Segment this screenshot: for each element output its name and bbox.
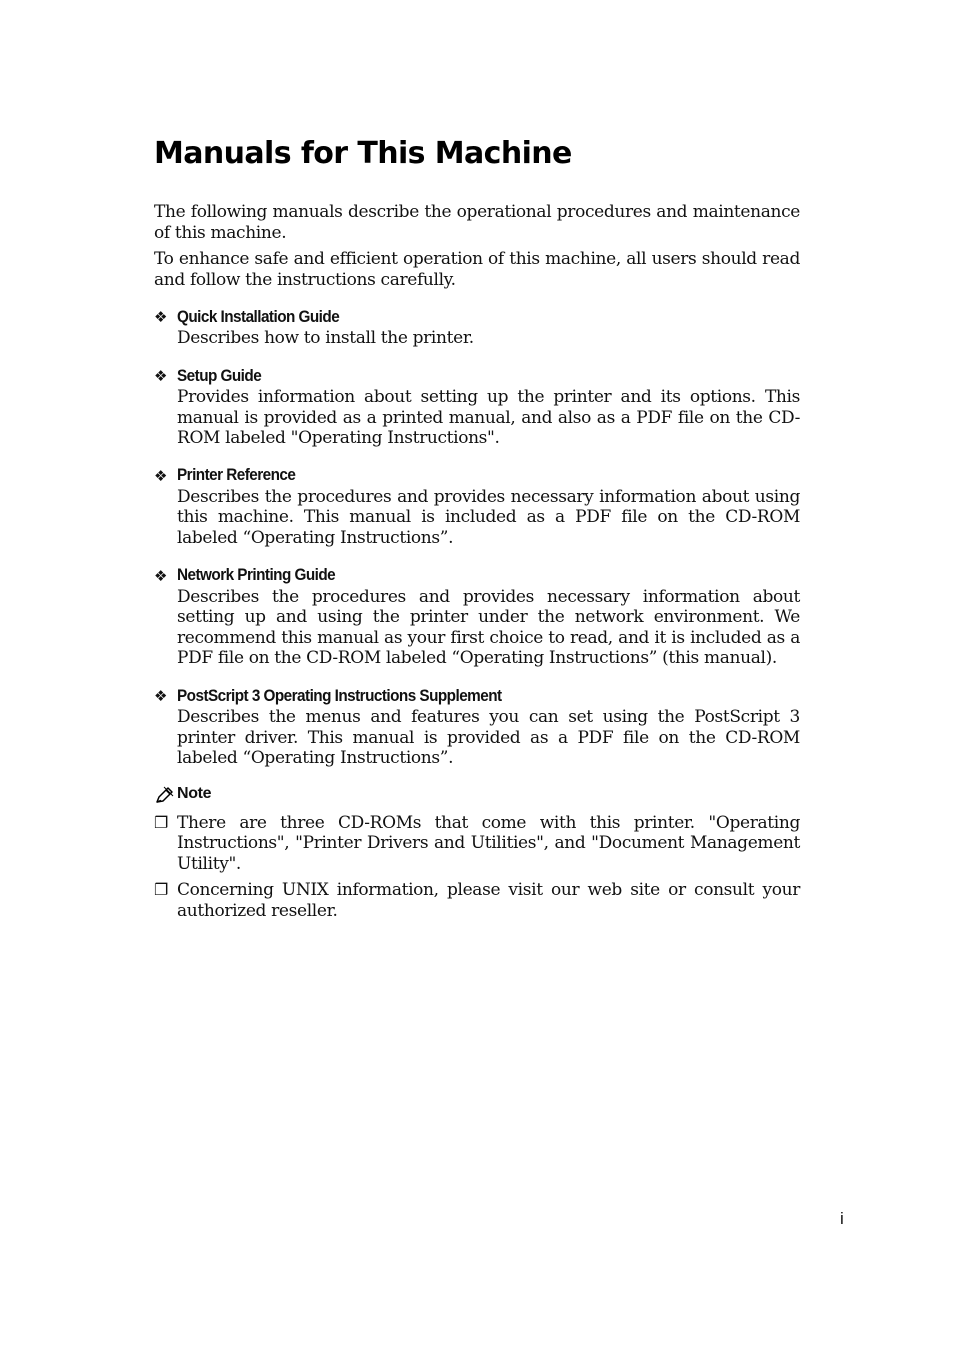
page-title: Manuals for This Machine [154,136,572,171]
diamond-icon: ❖ [154,366,168,385]
manual-heading [154,685,800,707]
checkbox-icon: ❐ [154,812,168,832]
page-number: i [840,1209,844,1228]
manual-title: Printer Reference [177,465,296,485]
manual-entry-postscript-supplement [154,685,800,769]
manual-description: Describes the procedures and provides necessary information about using this machine. This manual is included as a PDF file on the CD-ROM labeled “Operating Instructions”. [177,486,800,548]
manual-title: Quick Installation Guide [177,307,340,327]
checkbox-icon: ❐ [154,880,168,900]
pencil-icon [154,785,177,805]
manual-heading [154,306,800,328]
manual-title: Setup Guide [177,365,262,385]
note-text: Concerning UNIX information, please visit our web site or consult your authorized reseller. [177,880,800,922]
manual-description: Provides information about setting up the printer and its options. This manual is provided as a printed manual, and also as a PDF file on the CD-ROM labeled "Operating Instructions". [177,386,800,449]
manual-heading [154,565,800,587]
diamond-icon: ❖ [154,308,168,327]
intro-paragraph: The following manuals describe the operational procedures and maintenance of this machine. [154,202,800,243]
note-item [154,880,800,921]
manual-entry-setup-guide [154,365,800,449]
manual-entry-printer-reference [154,465,800,549]
intro-paragraph: To enhance safe and efficient operation of this machine, all users should read and follow the instructions carefully. [154,249,800,290]
diamond-icon: ❖ [154,466,168,485]
manual-heading [154,465,800,487]
note-heading [154,783,800,807]
manual-entry-quick-installation-guide [154,306,800,349]
manual-description: Describes the procedures and provides necessary information about setting up and using the printer under the network environment. We recommend this manual as your first choice to read, and it is included as a PDF file on the CD-ROM labeled “Operating Instructions” (this manual). [177,586,800,669]
note-label: Note [177,785,212,803]
page-content [154,202,800,922]
manual-entry-network-printing-guide [154,565,800,669]
diamond-icon: ❖ [154,686,168,705]
manual-description: Describes the menus and features you can set using the PostScript 3 printer driver. This manual is provided as a PDF file on the CD-ROM labeled “Operating Instructions”. [177,706,800,769]
note-section [154,783,800,922]
manual-heading [154,365,800,387]
note-item [154,813,800,875]
manual-title: Network Printing Guide [177,565,336,585]
manual-description: Describes how to install the printer. [177,328,474,349]
diamond-icon: ❖ [154,566,168,585]
manual-title: PostScript 3 Operating Instructions Supplement [177,685,502,705]
note-text: There are three CD-ROMs that come with this printer. "Operating Instructions", "Printer Drivers and Utilities", and "Document Management Utility". [177,812,800,874]
